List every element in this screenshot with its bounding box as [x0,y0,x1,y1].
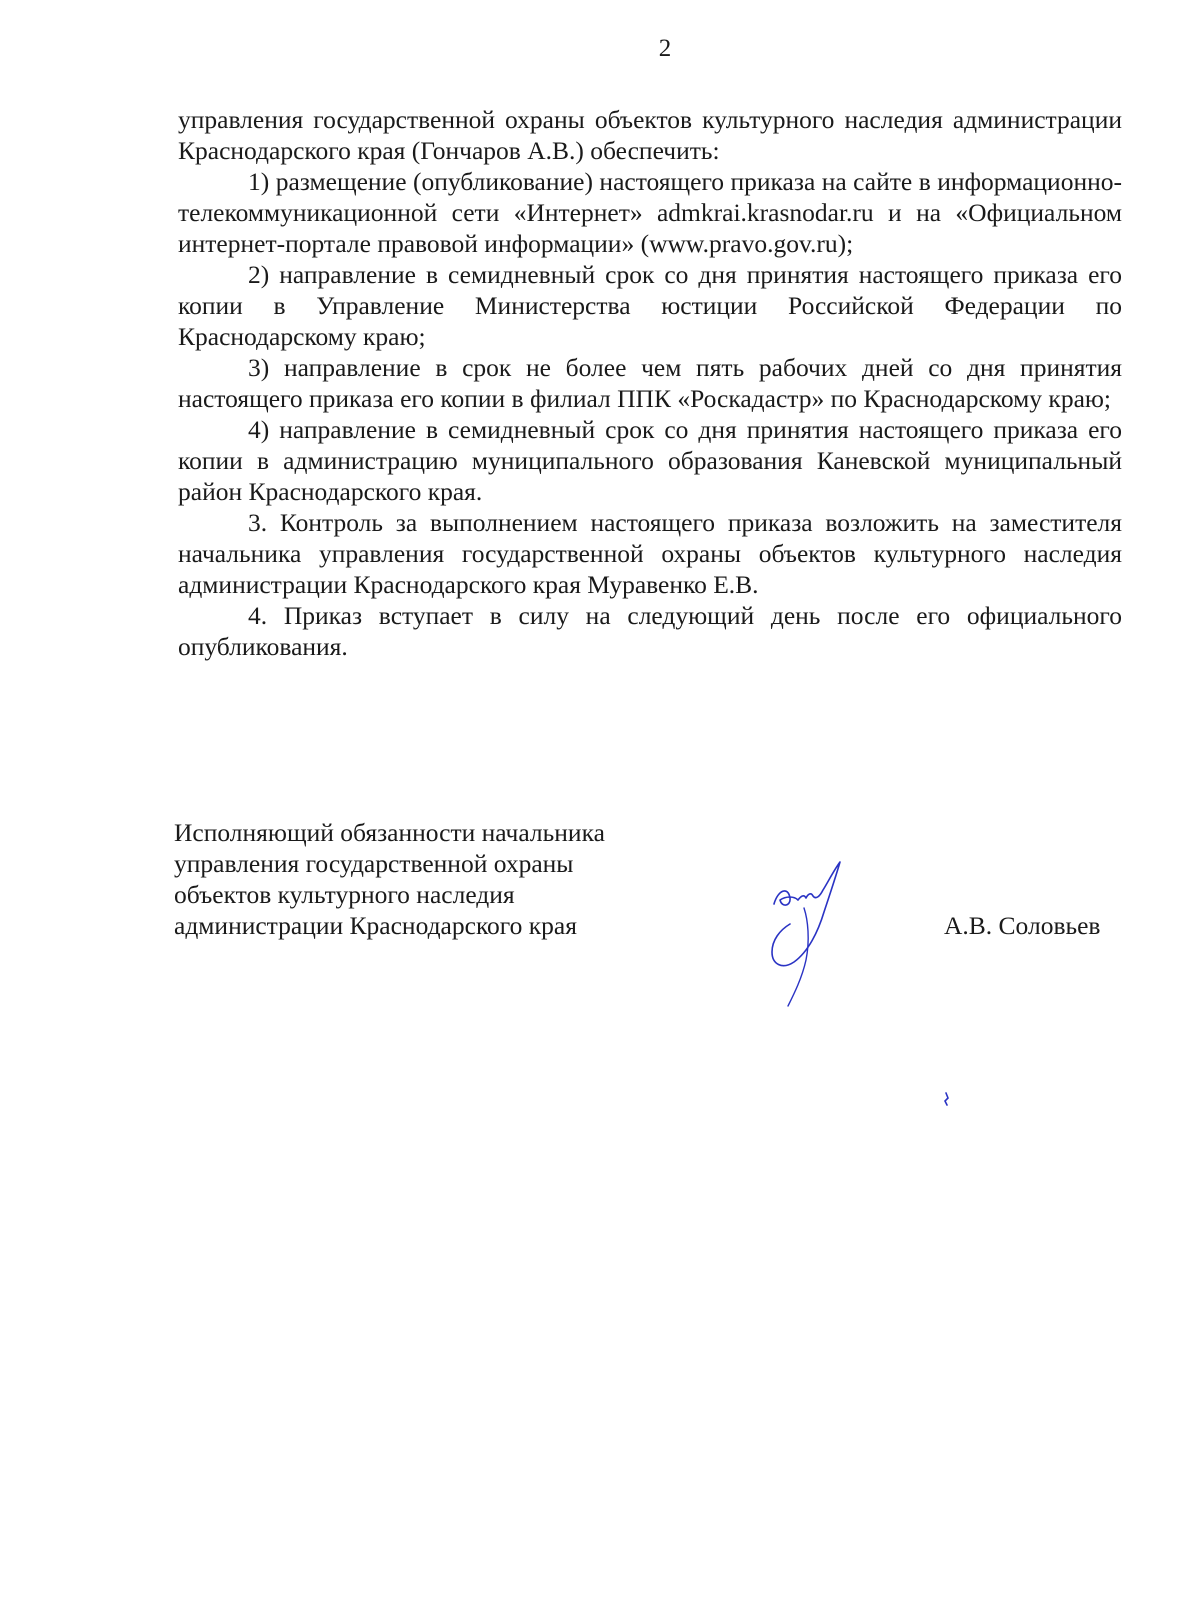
ink-mark-stroke [945,1093,948,1105]
paragraph: управления государственной охраны объектов культурного наследия администрации Краснодарского края (Гончаров А.В.) обеспечить: [178,105,1122,165]
signatory-position-line: объектов культурного наследия [174,880,515,909]
signature-stroke [788,908,808,1006]
list-item: 2) направление в семидневный срок со дня принятия настоящего приказа его копии в Управление Министерства юстиции Российской Федерации по Краснодарскому краю; [178,260,1122,351]
paragraph: 4. Приказ вступает в силу на следующий день после его официального опубликования. [178,601,1122,661]
document-body [178,104,1122,662]
signatory-position-line: Исполняющий обязанности начальника [174,818,605,847]
ink-mark [942,1092,952,1106]
handwritten-signature [768,860,868,1010]
list-item: 4) направление в семидневный срок со дня принятия настоящего приказа его копии в администрацию муниципального образования Каневской муниципальный район Краснодарского края. [178,415,1122,506]
paragraph: 3. Контроль за выполнением настоящего приказа возложить на заместителя начальника управления государственной охраны объектов культурного наследия администрации Краснодарского края Муравенко Е.В. [178,508,1122,599]
signatory-position-line: управления государственной охраны [174,849,574,878]
signatory-name: А.В. Соловьев [944,911,1101,940]
signatory-position [174,817,694,941]
list-item: 1) размещение (опубликование) настоящего приказа на сайте в информационно-телекоммуникационной сети «Интернет» admkrai.krasnodar.ru и на «Официальном интернет-портале правовой информации» (www.pravo.gov.ru); [178,167,1122,258]
signatory-position-line: администрации Краснодарского края [174,911,577,940]
list-item: 3) направление в срок не более чем пять рабочих дней со дня принятия настоящего приказа его копии в филиал ППК «Роскадастр» по Краснодарскому краю; [178,353,1122,413]
page-number: 2 [658,35,672,62]
